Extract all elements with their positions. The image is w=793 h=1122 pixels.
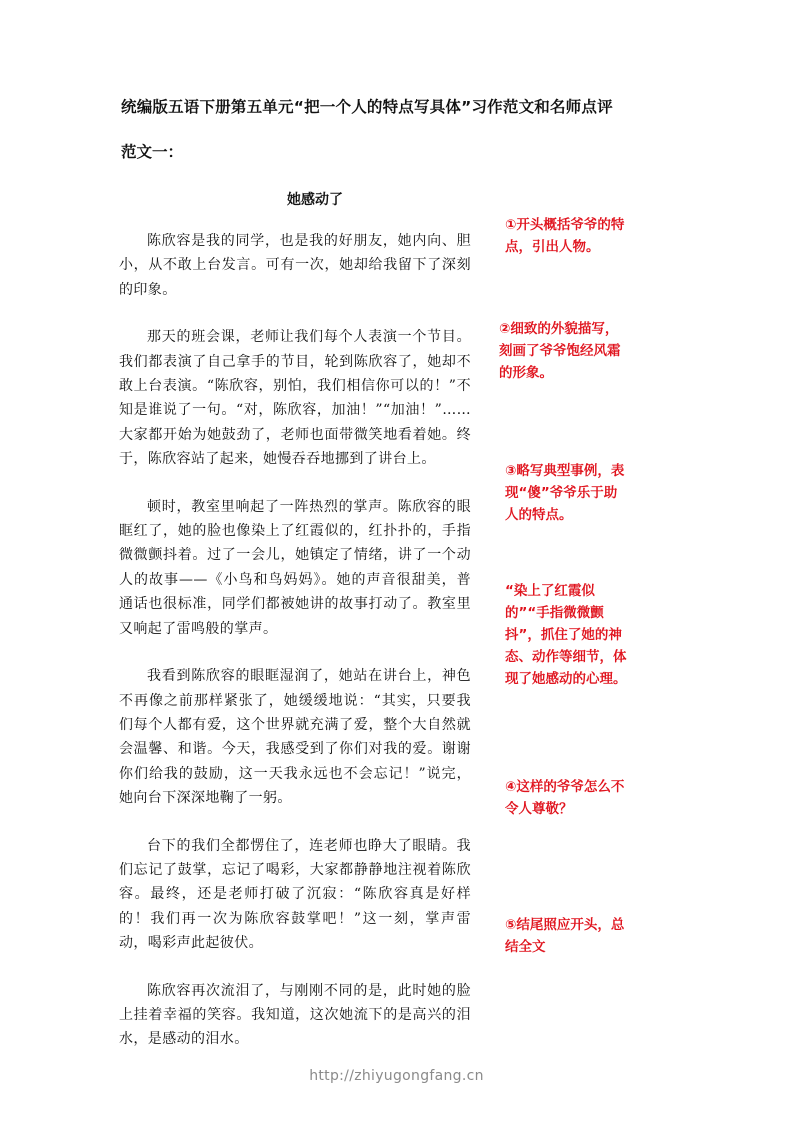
essay-paragraph-5: 台下的我们全都愣住了，连老师也睁大了眼睛。我们忘记了鼓掌，忘记了喝彩，大家都静静地注视着陈欣容。最终，还是老师打破了沉寂：“陈欣容真是好样的！我们再一次为陈欣容鼓掌吧！”这一刻，掌声雷动，喝彩声此起彼伏。 [119,837,471,952]
document-title: 统编版五语下册第五单元“把一个人的特点写具体”习作范文和名师点评 [121,98,613,116]
essay-body [119,229,471,1075]
footer-url: http://zhiyugongfang.cn [309,1068,484,1084]
annotation-6: ⑤结尾照应开头，总结全文 [505,917,625,955]
annotation-3: ③略写典型事例，表现“傻”爷爷乐于助人的特点。 [505,463,625,523]
essay-paragraph-3: 顿时，教室里响起了一阵热烈的掌声。陈欣容的眼眶红了，她的脸也像染上了红霞似的，红扑扑的，手指微微颤抖着。过了一会儿，她镇定了情绪，讲了一个动人的故事——《小鸟和鸟妈妈》。她的声音很甜美，普通话也很标准，同学们都被她讲的故事打动了。教室里又响起了雷鸣般的掌声。 [119,498,471,637]
essay-title: 她感动了 [287,192,343,208]
essay-paragraph-1: 陈欣容是我的同学，也是我的好朋友，她内向、胆小，从不敢上台发言。可有一次，她却给我留下了深刻的印象。 [119,233,471,298]
annotation-5: ④这样的爷爷怎么不令人尊敬？ [505,779,625,817]
essay-paragraph-2: 那天的班会课，老师让我们每个人表演一个节目。我们都表演了自己拿手的节目，轮到陈欣容了，她却不敢上台表演。“陈欣容，别怕，我们相信你可以的！”不知是谁说了一句。“对，陈欣容，加油！”“加油！”……大家都开始为她鼓劲了，老师也面带微笑地看着她。终于，陈欣容站了起来，她慢吞吞地挪到了讲台上。 [119,329,471,468]
essay-paragraph-4: 我看到陈欣容的眼眶湿润了，她站在讲台上，神色不再像之前那样紧张了，她缓缓地说：“其实，只要我们每个人都有爱，这个世界就充满了爱，整个大自然就会温馨、和谐。今天，我感受到了你们对我的爱。谢谢你们给我的鼓励，这一天我永远也不会忘记！”说完，她向台下深深地鞠了一躬。 [119,668,471,807]
essay-paragraph-6: 陈欣容再次流泪了，与刚刚不同的是，此时她的脸上挂着幸福的笑容。我知道，这次她流下的是高兴的泪水，是感动的泪水。 [119,982,471,1048]
annotation-2: ②细致的外貌描写，刻画了爷爷饱经风霜的形象。 [499,321,621,381]
section-label: 范文一： [121,143,184,161]
annotation-4: “染上了红霞似的”“手指微微颤抖”，抓住了她的神态、动作等细节，体现了她感动的心理。 [505,583,627,687]
annotation-1: ①开头概括爷爷的特点，引出人物。 [505,217,625,255]
